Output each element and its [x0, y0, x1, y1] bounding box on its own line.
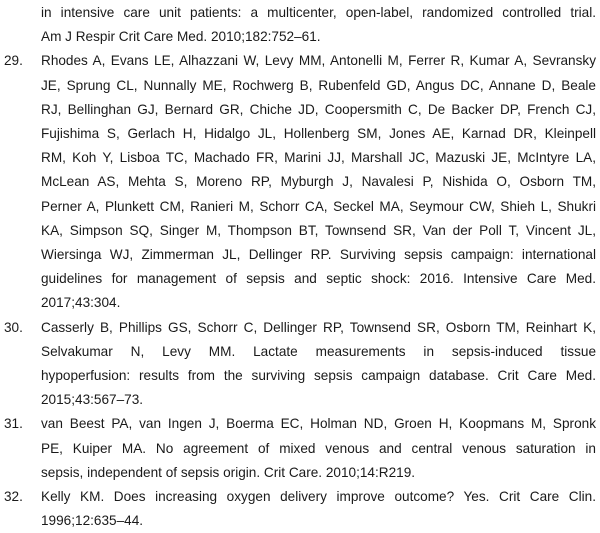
reference-31: [4, 412, 596, 485]
reference-line: Fujishima S, Gerlach H, Hidalgo JL, Hollenberg SM, Jones AE, Karnad DR, Kleinpell: [41, 126, 596, 142]
reference-line: Kelly KM. Does increasing oxygen delivery improve outcome? Yes. Crit Care Clin.: [41, 489, 596, 505]
reference-line: Am J Respir Crit Care Med. 2010;182:752–61.: [41, 29, 321, 45]
reference-line: guidelines for management of sepsis and septic shock: 2016. Intensive Care Med.: [41, 271, 596, 287]
reference-line: Casserly B, Phillips GS, Schorr C, Dellinger RP, Townsend SR, Osborn TM, Reinhart K,: [41, 319, 596, 335]
reference-line: Rhodes A, Evans LE, Alhazzani W, Levy MM, Antonelli M, Ferrer R, Kumar A, Sevransky: [41, 53, 596, 69]
reference-30: [4, 316, 596, 413]
reference-line: 2015;43:567–73.: [41, 392, 144, 408]
reference-text: [41, 316, 596, 413]
reference-line: 1996;12:635–44.: [41, 513, 144, 529]
reference-number: 30.: [4, 319, 23, 335]
reference-number: 29.: [4, 53, 23, 69]
reference-line: van Beest PA, van Ingen J, Boerma EC, Holman ND, Groen H, Koopmans M, Spronk: [41, 416, 596, 432]
reference-line: Selvakumar N, Levy MM. Lactate measurements in sepsis-induced tissue: [41, 343, 596, 359]
reference-line: Wiersinga WJ, Zimmerman JL, Dellinger RP. Surviving sepsis campaign: international: [41, 247, 596, 263]
reference-line: hypoperfusion: results from the surviving sepsis campaign database. Crit Care Med.: [41, 368, 596, 384]
reference-number: 32.: [4, 489, 23, 505]
reference-line: PE, Kuiper MA. No agreement of mixed venous and central venous saturation in: [41, 440, 596, 456]
reference-text: [41, 49, 596, 315]
reference-number: 31.: [4, 416, 23, 432]
reference-line: in intensive care unit patients: a multicenter, open-label, randomized controlled trial.: [41, 5, 596, 20]
reference-line: JE, Sprung CL, Nunnally ME, Rochwerg B, Rubenfeld GD, Angus DC, Annane D, Beale: [41, 77, 596, 93]
reference-line: 2017;43:304.: [41, 295, 121, 311]
reference-line: RM, Koh Y, Lisboa TC, Machado FR, Marini JJ, Marshall JC, Mazuski JE, McIntyre LA,: [41, 150, 596, 166]
reference-32: [4, 485, 596, 533]
previous-reference-tail: [4, 1, 596, 49]
reference-text: [41, 485, 596, 533]
reference-line: Perner A, Plunkett CM, Ranieri M, Schorr CA, Seckel MA, Seymour CW, Shieh L, Shukri: [41, 198, 596, 214]
reference-line: RJ, Bellinghan GJ, Bernard GR, Chiche JD, Coopersmith C, De Backer DP, French CJ,: [41, 101, 596, 117]
reference-text: [41, 412, 596, 485]
reference-29: [4, 49, 596, 315]
reference-line: KA, Simpson SQ, Singer M, Thompson BT, Townsend SR, Van der Poll T, Vincent JL,: [41, 222, 596, 238]
reference-line: sepsis, independent of sepsis origin. Crit Care. 2010;14:R219.: [41, 464, 416, 480]
reference-line: McLean AS, Mehta S, Moreno RP, Myburgh J, Navalesi P, Nishida O, Osborn TM,: [41, 174, 596, 190]
